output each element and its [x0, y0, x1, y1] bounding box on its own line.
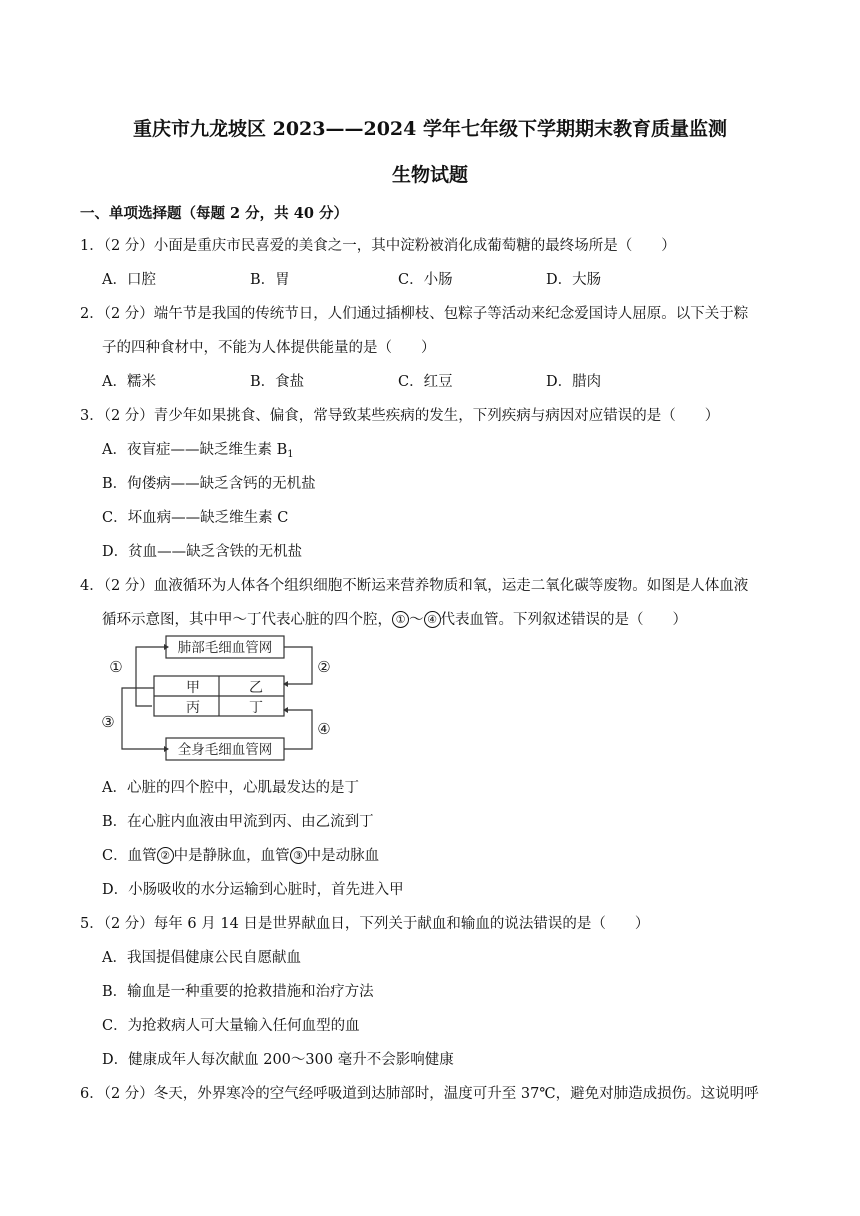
question-5-option-d: D．健康成年人每次献血 200～300 毫升不会影响健康 [102, 1052, 454, 1068]
question-3-option-a: A．夜盲症——缺乏维生素 $B_1$ [102, 442, 294, 460]
option-b: B．食盐 [250, 374, 305, 390]
question-4-stem-line2: 循环示意图，其中甲～丁代表心脏的四个腔， ① ～ ④ 代表血管。下列叙述错误的是（ ） [102, 612, 687, 628]
question-4-stem-line1: 4．（2 分）血液循环为人体各个组织细胞不断运来营养物质和氧，运走二氧化碳等废物。如图是人体血液 [80, 578, 749, 594]
question-5-option-a: A．我国提倡健康公民自愿献血 [102, 950, 301, 966]
vessel-4-label: ④ [317, 720, 331, 738]
option-b: B．胃 [250, 272, 290, 288]
question-1-stem: 1．（2 分）小面是重庆市民喜爱的美食之一，其中淀粉被消化成葡萄糖的最终场所是（ ） [80, 238, 676, 254]
question-2-stem-line1: 2．（2 分）端午节是我国的传统节日，人们通过插柳枝、包粽子等活动来纪念爱国诗人屈原。以下关于粽 [80, 306, 749, 322]
vessel-2-label: ② [317, 658, 331, 676]
question-4-option-d: D．小肠吸收的水分运输到心脏时，首先进入甲 [102, 882, 404, 898]
chamber-ding: 丁 [249, 700, 263, 716]
circulation-diagram [98, 632, 338, 770]
question-3-stem: 3．（2 分）青少年如果挑食、偏食，常导致某些疾病的发生，下列疾病与病因对应错误的是（ ） [80, 408, 720, 424]
section-heading: 一、单项选择题（每题 2 分，共 40 分） [80, 205, 348, 222]
option-a: A．糯米 [102, 374, 156, 390]
lung-capillaries-label: 肺部毛细血管网 [177, 640, 273, 656]
question-4-option-a: A．心脏的四个腔中，心肌最发达的是丁 [102, 780, 359, 796]
question-3-option-d: D．贫血——缺乏含铁的无机盐 [102, 544, 303, 560]
question-5-stem: 5．（2 分）每年 6 月 14 日是世界献血日，下列关于献血和输血的说法错误的是（ ） [80, 916, 650, 932]
question-3-option-c: C．坏血病——缺乏维生素 C [102, 510, 289, 526]
vessel-1-label: ① [109, 658, 123, 676]
option-d: D．腊肉 [546, 374, 602, 390]
question-5-option-b: B．输血是一种重要的抢救措施和治疗方法 [102, 984, 374, 1000]
vessel-3-label: ③ [101, 713, 115, 731]
chamber-yi: 乙 [249, 680, 263, 696]
question-3-option-b: B．佝偻病——缺乏含钙的无机盐 [102, 476, 316, 492]
option-a: A．口腔 [102, 272, 156, 288]
question-2-stem-line2: 子的四种食材中，不能为人体提供能量的是（ ） [102, 340, 436, 356]
option-d: D．大肠 [546, 272, 602, 288]
question-4-option-c: C．血管 ② 中是静脉血，血管 ③ 中是动脉血 [102, 848, 380, 864]
option-c: C．小肠 [398, 272, 453, 288]
exam-title: 重庆市九龙坡区 2023——2024 学年七年级下学期期末教育质量监测 [133, 118, 727, 140]
question-4-option-b: B．在心脏内血液由甲流到丙、由乙流到丁 [102, 814, 374, 830]
chamber-bing: 丙 [186, 700, 200, 716]
option-c: C．红豆 [398, 374, 453, 390]
body-capillaries-label: 全身毛细血管网 [177, 742, 273, 758]
chamber-jia: 甲 [186, 680, 200, 696]
exam-subtitle: 生物试题 [391, 164, 468, 186]
question-5-option-c: C．为抢救病人可大量输入任何血型的血 [102, 1018, 360, 1034]
question-2-options [102, 370, 694, 391]
question-1-options [102, 268, 694, 289]
question-6-stem: 6．（2 分）冬天，外界寒冷的空气经呼吸道到达肺部时，温度可升至 37℃，避免对肺造成损伤。这说明呼 [80, 1086, 759, 1102]
